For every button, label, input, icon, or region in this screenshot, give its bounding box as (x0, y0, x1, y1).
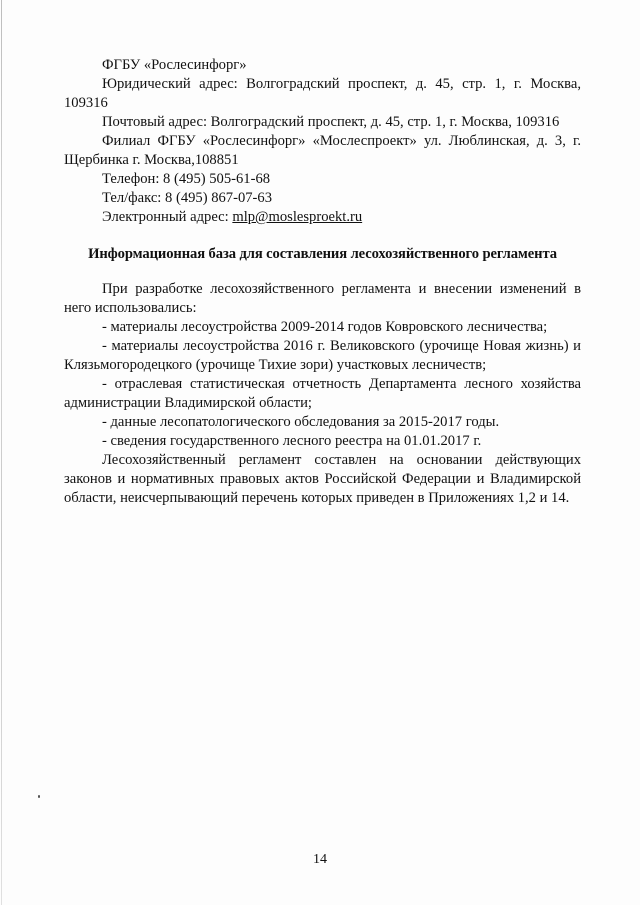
section-intro: При разработке лесохозяйственного регламента и внесении изменений в него использовались: (64, 281, 581, 316)
list-item: - сведения государственного лесного реестра на 01.01.2017 г. (102, 433, 482, 449)
scan-edge (1, 0, 2, 905)
list-item: - данные лесопатологического обследования за 2015-2017 годы. (102, 414, 500, 430)
section-conclusion: Лесохозяйственный регламент составлен на основании действующих законов и нормативных правовых актов Российской Федерации и Владимирской области, неисчерпывающий перечень которых приведен в Приложениях 1,2 и 14. (64, 452, 581, 506)
email-label: Электронный адрес: (102, 209, 233, 225)
phone: Телефон: 8 (495) 505-61-68 (102, 171, 271, 187)
list-item: - отраслевая статистическая отчетность Департамента лесного хозяйства администрации Владимирской области; (64, 376, 581, 411)
email-line (64, 208, 581, 227)
org-name: ФГБУ «Рослесинфорг» (102, 57, 247, 73)
branch-address: Филиал ФГБУ «Рослесинфорг» «Мослеспроект» ул. Люблинская, д. 3, г. Щербинка г. Москва,108851 (64, 133, 581, 168)
page-number: 14 (313, 852, 327, 867)
fax: Тел/факс: 8 (495) 867-07-63 (102, 190, 273, 206)
email-link[interactable]: mlp@moslesproekt.ru (232, 209, 363, 225)
list-item: - материалы лесоустройства 2016 г. Великовского (урочище Новая жизнь) и Клязьмогородецкого (урочище Тихие зори) участковых лесничеств; (64, 338, 581, 373)
postal-address: Почтовый адрес: Волгоградский проспект, д. 45, стр. 1, г. Москва, 109316 (102, 114, 560, 130)
page-content (64, 56, 581, 508)
legal-address: Юридический адрес: Волгоградский проспект, д. 45, стр. 1, г. Москва, 109316 (64, 76, 581, 111)
scan-speck (38, 795, 40, 798)
list-item: - материалы лесоустройства 2009-2014 годов Ковровского лесничества; (102, 319, 548, 335)
section-title: Информационная база для составления лесохозяйственного регламента (88, 246, 557, 262)
